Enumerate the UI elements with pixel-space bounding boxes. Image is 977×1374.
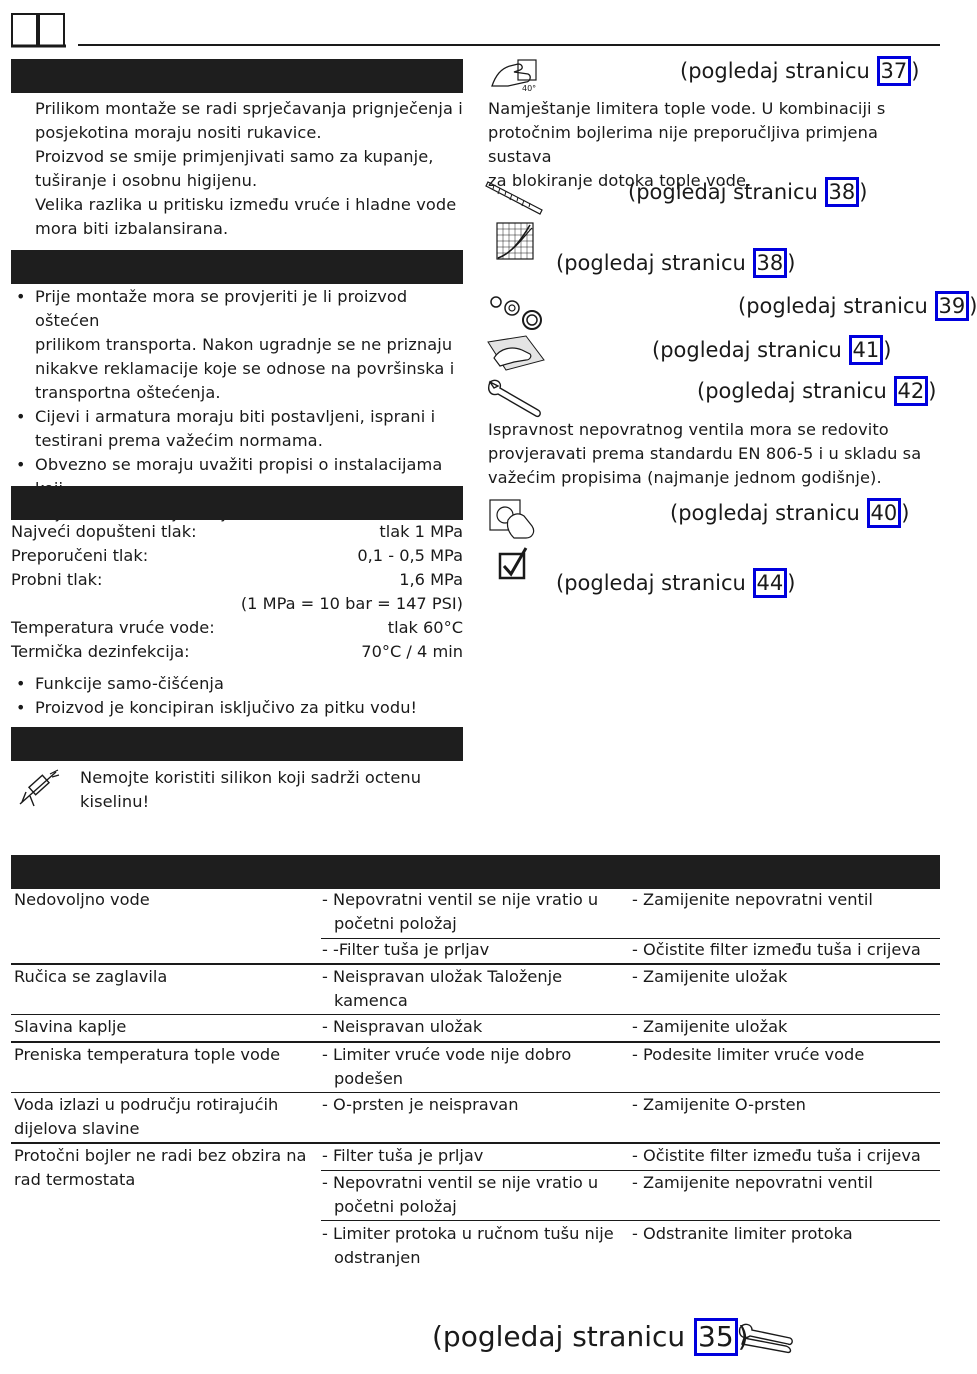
- table-problem: Nedovoljno vode: [14, 890, 150, 909]
- tools-icon: [736, 1320, 796, 1360]
- table-fix: - Zamijenite O-prsten: [632, 1095, 806, 1114]
- table-fix: - Zamijenite uložak: [632, 967, 788, 986]
- section-bar-symbols: [11, 727, 463, 761]
- manual-book-icon: [10, 10, 68, 52]
- section-bar-technical-data: [11, 486, 463, 520]
- svg-text:40°: 40°: [522, 84, 537, 93]
- temperature-limiter-icon: [488, 56, 540, 100]
- page-ref-link[interactable]: 38: [825, 177, 860, 207]
- table-fix: - Zamijenite nepovratni ventil: [632, 1173, 873, 1192]
- section-bar-troubleshooting: [11, 855, 940, 889]
- table-problem: Slavina kaplje: [14, 1017, 127, 1036]
- page-ref: (pogledaj stranicu 41 ): [652, 335, 891, 365]
- table-problem: Protočni bojler ne radi bez obzira na rad termostata: [14, 1146, 307, 1189]
- table-fix: - Odstranite limiter protoka: [632, 1224, 853, 1243]
- table-cause: - Nepovratni ventil se nije vratio u početni položaj: [322, 890, 599, 933]
- header-rule: [78, 44, 940, 46]
- hand-button-icon: [488, 494, 540, 544]
- tech-row: Probni tlak: 1,6 MPa: [11, 570, 463, 589]
- table-cause: - Filter tuša je prljav: [322, 1146, 484, 1165]
- bullet-item: Cijevi i armatura moraju biti postavljeni, isprani i testirani prema važećim normama.: [35, 407, 436, 450]
- page-ref: (pogledaj stranicu 38 ): [556, 248, 795, 278]
- table-sub-divider: [321, 1220, 940, 1221]
- wrench-icon: [486, 378, 546, 422]
- table-cause: - Neispravan uložak Taloženje kamenca: [322, 967, 563, 1010]
- tech-row: Preporučeni tlak: 0,1 - 0,5 MPa: [11, 546, 463, 565]
- spare-parts-icon: [488, 292, 544, 336]
- safety-text: Prilikom montaže se radi sprječavanja prignječenja i posjekotina moraju nositi rukavice. Proizvod se smije primjenjivati samo za kupanje, tuširanje i osobnu higijenu. Velika razlika u pritisku između vruće i hladne vode mora biti izbalansirana.: [35, 99, 463, 238]
- tech-row: Temperatura vruće vode: tlak 60°C: [11, 618, 463, 637]
- page-ref-link[interactable]: 37: [877, 56, 912, 86]
- flow-diagram-icon: [496, 222, 534, 264]
- table-cause: - Limiter protoka u ručnom tušu nije odstranjen: [322, 1224, 614, 1267]
- bullet-item: Obvezno se moraju uvažiti propisi o instalacijama: [35, 455, 443, 474]
- page-ref-link[interactable]: 39: [935, 291, 970, 321]
- table-problem: Voda izlazi u području rotirajućih dijelova slavine: [14, 1095, 279, 1138]
- page-ref-link[interactable]: 40: [867, 498, 902, 528]
- table-cause: - Nepovratni ventil se nije vratio u početni položaj: [322, 1173, 599, 1216]
- table-fix: - Zamijenite uložak: [632, 1017, 788, 1036]
- silicone-warning: Nemojte koristiti silikon koji sadrži octenu kiselinu!: [80, 768, 422, 811]
- tech-row: Termička dezinfekcija: 70°C / 4 min: [11, 642, 463, 661]
- page-ref: (pogledaj stranicu 39 ): [738, 291, 977, 321]
- table-fix: - Podesite limiter vruće vode: [632, 1045, 865, 1064]
- page-ref-link[interactable]: 35: [694, 1318, 738, 1356]
- bullet-item: Prije montaže mora se provjeriti je li proizvod oštećen prilikom transporta. Nakon ugradnje se ne priznaju nikakve reklamacije koje se odnose na površinska i transportna oštećenja.: [35, 287, 455, 402]
- page-ref: (pogledaj stranicu 38 ): [628, 177, 867, 207]
- table-problem: Preniska temperatura tople vode: [14, 1045, 281, 1064]
- table-cause: - Limiter vruće vode nije dobro podešen: [322, 1045, 572, 1088]
- ruler-icon: [486, 180, 544, 220]
- table-cause: - -Filter tuša je prljav: [322, 940, 490, 959]
- bottom-page-ref: (pogledaj stranicu 35 ): [432, 1318, 749, 1356]
- page-ref-link[interactable]: 42: [894, 376, 929, 406]
- section-bar-installation: [11, 250, 463, 284]
- installation-bullets: • Prije montaže mora se provjeriti je li proizvod oštećen prilikom transporta. Nakon ugradnje se ne priznaju nikakve reklamacije koje se odnose na površinska i transportna oštećenja. • Cijevi i armatura moraju biti postavljeni, isprani i testirani prema važećim normama. • Obvezno se moraju uvažiti propisi o instalacijama: [11, 285, 463, 525]
- table-fix: - Očistite filter između tuša i crijeva: [632, 940, 921, 959]
- table-cause: - O-prsten je neispravan: [322, 1095, 519, 1114]
- page-ref: (pogledaj stranicu 44 ): [556, 568, 795, 598]
- check-valve-text: Ispravnost nepovratnog ventila mora se redovito provjeravati prema standardu EN 806-5 i u skladu sa važećim propisima (najmanje jednom godišnje).: [488, 420, 922, 487]
- page-ref-link[interactable]: 44: [753, 568, 788, 598]
- feature-bullets: • Funkcije samo-čišćenja • Proizvod je koncipiran isključivo za pitku vodu!: [16, 674, 418, 717]
- tech-row: Najveći dopušteni tlak: tlak 1 MPa: [11, 522, 463, 541]
- cleaning-hand-icon: [486, 334, 546, 378]
- page-ref-link[interactable]: 38: [753, 248, 788, 278]
- checkbox-icon: [498, 546, 530, 586]
- table-cause: - Neispravan uložak: [322, 1017, 483, 1036]
- page-ref-link[interactable]: 41: [849, 335, 884, 365]
- page-ref: (pogledaj stranicu 40 ): [670, 498, 909, 528]
- page-ref: (pogledaj stranicu 37 ): [680, 56, 919, 86]
- page-ref: (pogledaj stranicu 42 ): [697, 376, 936, 406]
- table-fix: - Zamijenite nepovratni ventil: [632, 890, 873, 909]
- limiter-text: Namještanje limitera tople vode. U kombinaciji s protočnim bojlerima nije preporučljiva primjena sustava za blokiranje dotoka tople vode.: [488, 99, 886, 190]
- table-problem: Ručica se zaglavila: [14, 967, 168, 986]
- section-bar-safety: [11, 59, 463, 93]
- table-fix: - Očistite filter između tuša i crijeva: [632, 1146, 921, 1165]
- silicone-gun-icon: [16, 768, 60, 812]
